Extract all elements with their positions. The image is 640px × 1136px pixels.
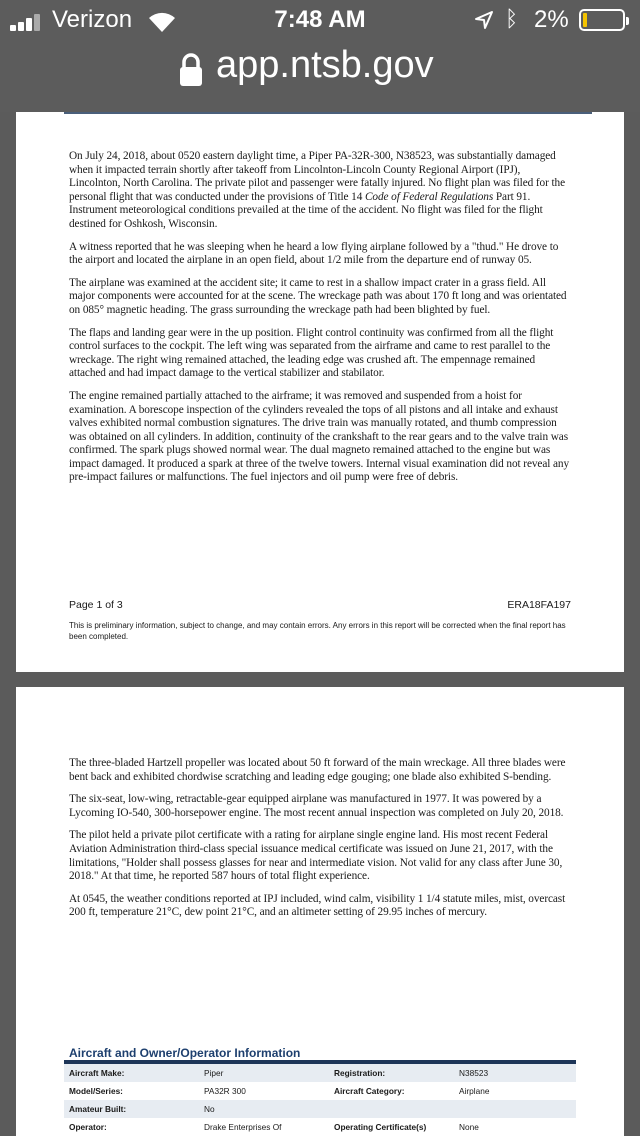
page-footer: [69, 599, 571, 642]
url-bar[interactable]: [0, 40, 640, 100]
bluetooth-icon: ᛒ: [505, 6, 519, 31]
report-id: ERA18FA197: [507, 599, 571, 611]
carrier-name: Verizon: [52, 6, 133, 33]
battery-fill: [583, 13, 587, 27]
browser-chrome: [0, 0, 640, 112]
paragraph: The engine remained partially attached to the airframe; it was removed and suspended from a hoist for examination. A borescope inspection of the cylinders revealed the tops of all pistons and all intake and exhaust valves exhibited normal combustion signatures. The drive train was manually rotated, and thumb compression was obtained on all cylinders. In addition, continuity of the crankshaft to the rear gears and to the valve train was confirmed. The spark plugs showed normal wear. The dual magneto remained attached to the engine but was impact damaged. It produced a spark at three of the twelve towers. Internal visual examination did not reveal any pre-impact failures or malfunctions. The fuel injectors and oil pump were free of debris.: [69, 389, 570, 484]
page-2-body: [69, 757, 574, 929]
aircraft-info-table: [64, 1064, 576, 1136]
disclaimer: This is preliminary information, subject to change, and may contain errors. Any errors in this report will be corrected when the final report has been completed.: [69, 621, 566, 641]
page-number: Page 1 of 3: [69, 599, 123, 611]
location-arrow-icon: [474, 10, 494, 30]
table-row: Operator: Drake Enterprises Of Operating Certificate(s) None: [69, 1122, 479, 1132]
paragraph: On July 24, 2018, about 0520 eastern daylight time, a Piper PA-32R-300, N38523, was substantially damaged when it impacted terrain shortly after takeoff from Lincolnton-Lincoln County Regional Airport (IPJ), Lincolnton, North Carolina. The private pilot and passenger were fatally injured. No flight plan was filed for the personal flight that was conducted under the provisions of Title 14 Code of Federal Regulations Part 91. Instrument meteorological conditions prevailed at the time of the accident. No flight was filed for the flight destined for Oshkosh, Wisconsin.: [69, 150, 565, 230]
battery-icon: [579, 9, 625, 31]
paragraph: At 0545, the weather conditions reported at IPJ included, wind calm, visibility 1 1/4 statute miles, mist, overcast 200 ft, temperature 21°C, dew point 21°C, and an altimeter setting of 29.95 inches of mercury.: [69, 892, 566, 919]
table-row: Aircraft Make: Piper Registration: N38523: [64, 1064, 576, 1082]
lock-icon: [178, 52, 204, 88]
clock: 7:48 AM: [274, 6, 366, 33]
paragraph: The six-seat, low-wing, retractable-gear equipped airplane was manufactured in 1977. It was powered by a Lycoming IO-540, 300-horsepower engine. The most recent annual inspection was completed on July 20, 2018.: [69, 793, 564, 819]
table-row: Model/Series: PA32R 300 Aircraft Category: Airplane: [69, 1086, 490, 1096]
status-bar: [0, 0, 640, 40]
header-rule: [64, 112, 592, 114]
table-row: Amateur Built: No: [64, 1100, 576, 1118]
table-title: Aircraft and Owner/Operator Information: [69, 1046, 301, 1060]
paragraph: The flaps and landing gear were in the up position. Flight control continuity was confirmed from all the flight control surfaces to the cockpit. The left wing was separated from the airframe and came to rest parallel to the wreckage. The right wing remained attached, the leading edge was crushed aft. The empennage remained attached and had impact damage to the vertical stabilizer and stabilator.: [69, 326, 554, 380]
document-page-2: [16, 687, 624, 1136]
battery-percent: 2%: [534, 6, 569, 33]
paragraph: The pilot held a private pilot certificate with a rating for airplane single engine land. His most recent Federal Aviation Administration third-class special issuance medical certificate was issued on June 21, 2017, with the limitations, "Holder shall possess glasses for near and intermediate vision. Not valid for any class after June 30, 2018." At that time, he reported 587 hours of total flight experience.: [69, 829, 563, 883]
paragraph: The airplane was examined at the accident site; it came to rest in a shallow impact crater in a grass field. All major components were accounted for at the scene. The wreckage path was about 170 ft long and was orientated on 085° magnetic heading. The grass surrounding the wreckage path had been blighted by fuel.: [69, 276, 567, 316]
paragraph: The three-bladed Hartzell propeller was located about 50 ft forward of the main wreckage. All three blades were bent back and exhibited chordwise scratching and leading edge gouging; one blade also exhibited S-bending.: [69, 757, 566, 783]
paragraph: A witness reported that he was sleeping when he heard a low flying airplane followed by a "thud." He drove to the airport and located the airplane in an open field, about 1/2 mile from the departure end of runway 05.: [69, 240, 559, 267]
url-text[interactable]: app.ntsb.gov: [216, 44, 434, 86]
document-page-1: [16, 112, 624, 672]
page-1-body: [69, 150, 574, 494]
